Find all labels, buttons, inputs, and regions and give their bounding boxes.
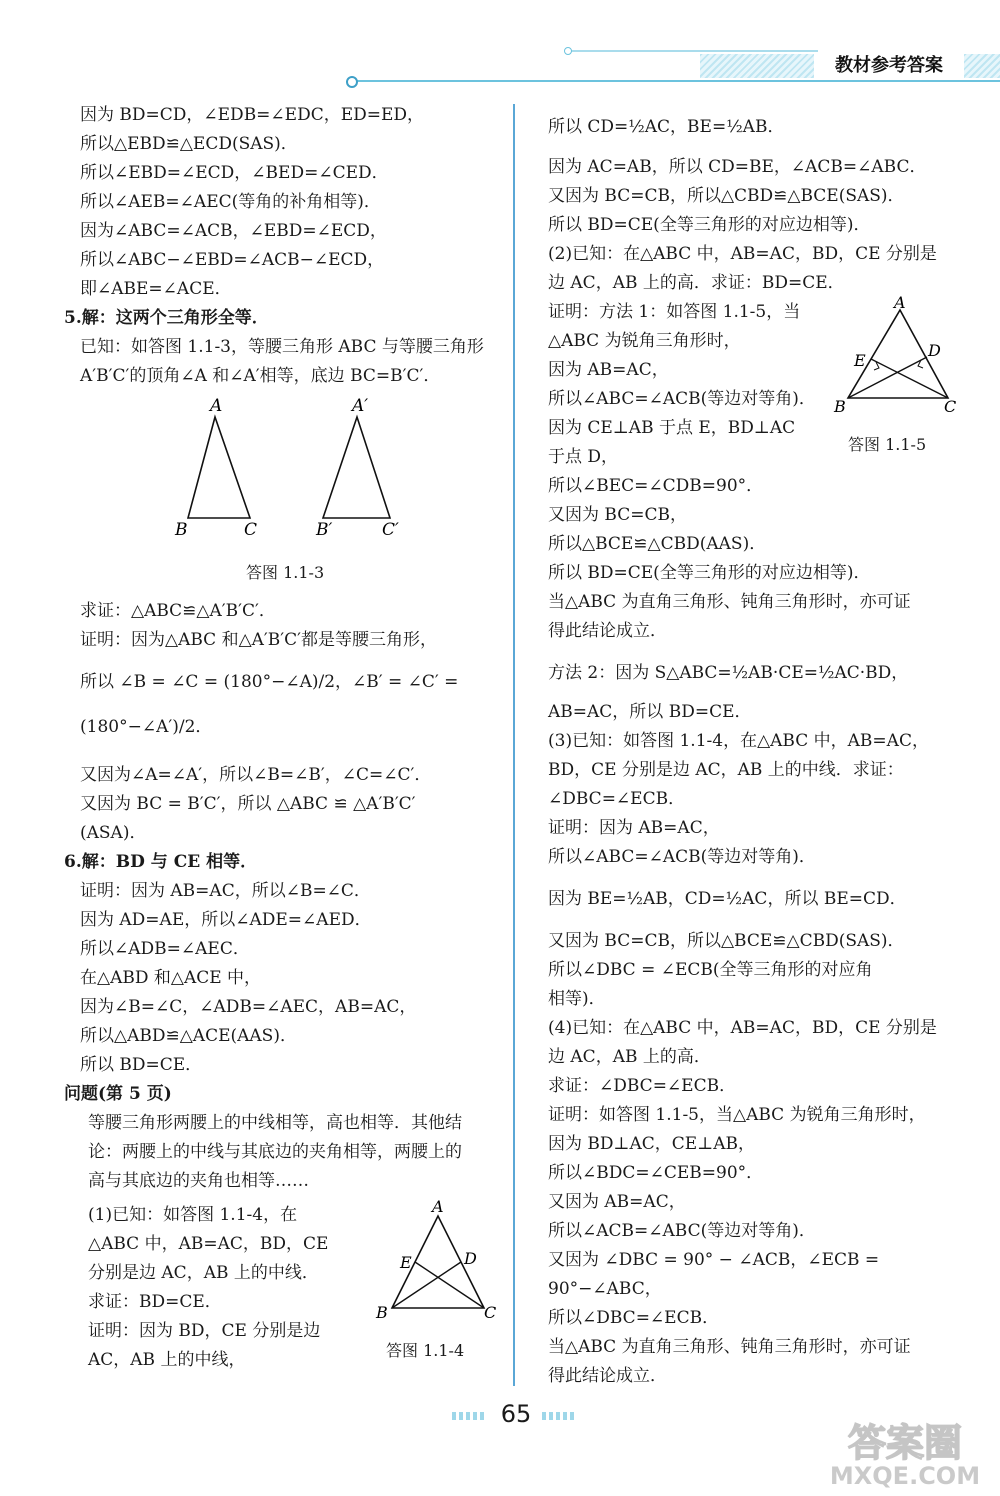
label-a-prime: A′ xyxy=(352,396,369,416)
text-line: △ABC 中，AB=AC，BD，CE xyxy=(88,1234,329,1254)
problem-6-heading: 6.解：BD 与 CE 相等． xyxy=(64,852,258,872)
text-line: 所以∠ABC=∠ACB(等边对等角)． xyxy=(548,389,816,409)
label-d: D xyxy=(928,341,941,360)
figure-1-1-5 xyxy=(832,296,972,420)
label-b: B xyxy=(834,397,846,416)
text-line: 所以△EBD≌△ECD(SAS)． xyxy=(80,134,298,154)
text-line: 当△ABC 为直角三角形、钝角三角形时，亦可证 xyxy=(548,592,911,612)
text-line: 又因为∠A=∠A′，所以∠B=∠B′，∠C=∠C′． xyxy=(80,765,432,785)
text-line: 所以∠DBC = ∠ECB(全等三角形的对应角 xyxy=(548,960,873,980)
text-line: 求证：△ABC≌△A′B′C′． xyxy=(80,601,276,621)
question-heading: 问题(第 5 页) xyxy=(64,1084,172,1104)
text-line: BD，CE 分别是边 AC，AB 上的中线．求证： xyxy=(548,760,904,780)
text-line: 论：两腰上的中线与其底边的夹角相等，两腰上的 xyxy=(88,1142,462,1162)
text-line: 所以 CD=½AC，BE=½AB． xyxy=(548,117,785,137)
label-c-prime: C′ xyxy=(382,520,399,540)
text-line: 证明：因为 AB=AC， xyxy=(548,818,720,838)
text-line: 因为 BD⊥AC，CE⊥AB， xyxy=(548,1134,755,1154)
page-number: 65 xyxy=(500,1400,532,1428)
text-line: 因为∠ABC=∠ACB，∠EBD=∠ECD， xyxy=(80,221,387,241)
text-line: 所以∠EBD=∠ECD，∠BED=∠CED． xyxy=(80,163,389,183)
text-line: △ABC 为锐角三角形时， xyxy=(548,331,741,351)
text-line: 得此结论成立． xyxy=(548,1366,667,1386)
label-c: C xyxy=(944,397,957,416)
triangle-abc xyxy=(188,417,250,518)
triangle-abc-prime xyxy=(323,417,390,518)
problem-5-heading: 5.解：这两个三角形全等． xyxy=(64,308,269,328)
text-line: 边 AC，AB 上的高．求证：BD=CE． xyxy=(548,273,845,293)
text-line: 所以 BD=CE． xyxy=(80,1055,203,1075)
text-line: 相等)． xyxy=(548,989,606,1009)
label-a: A xyxy=(432,1198,444,1216)
text-line: 又因为 BC=CB， xyxy=(548,505,687,525)
text-line: A′B′C′的顶角∠A 和∠A′相等，底边 BC=B′C′． xyxy=(80,366,441,386)
label-d: D xyxy=(464,1249,477,1268)
figure-caption-1-1-4: 答图 1.1-4 xyxy=(386,1341,465,1360)
text-line: 所以 BD=CE(全等三角形的对应边相等)． xyxy=(548,215,871,235)
text-line: 所以∠BEC=∠CDB=90°． xyxy=(548,476,764,496)
text-line: 所以∠ADB=∠AEC． xyxy=(80,939,250,959)
altitude-ce xyxy=(871,359,948,398)
text-line: 于点 D， xyxy=(548,447,619,467)
text-line: 因为 BD=CD，∠EDB=∠EDC，ED=ED， xyxy=(80,105,425,125)
text-line: 等腰三角形两腰上的中线相等，高也相等．其他结 xyxy=(88,1113,462,1133)
text-line: 90°−∠ABC， xyxy=(548,1279,662,1299)
text-line: 当△ABC 为直角三角形、钝角三角形时，亦可证 xyxy=(548,1337,911,1357)
header-rule xyxy=(352,80,1000,82)
text-line: 因为∠B=∠C，∠ADB=∠AEC，AB=AC， xyxy=(80,997,417,1017)
header-dot-upper xyxy=(564,47,572,55)
text-line: 所以∠BDC=∠CEB=90°． xyxy=(548,1163,764,1183)
label-a: A xyxy=(894,296,906,312)
header-rule-upper xyxy=(568,50,818,52)
text-line: 所以∠AEB=∠AEC(等角的补角相等)． xyxy=(80,192,381,212)
text-line: 即∠ABE=∠ACE． xyxy=(80,279,232,299)
figure-1-1-4 xyxy=(372,1198,502,1330)
page-number-deco-left xyxy=(452,1412,486,1420)
text-line: 求证：BD=CE． xyxy=(88,1292,222,1312)
text-line: 证明：因为 BD，CE 分别是边 xyxy=(88,1321,321,1341)
header-dot xyxy=(346,76,358,88)
text-line: 证明：因为△ABC 和△A′B′C′都是等腰三角形， xyxy=(80,630,437,650)
text-line: 所以∠ABC−∠EBD=∠ACB−∠ECD， xyxy=(80,250,385,270)
text-line: 所以∠ACB=∠ABC(等边对等角)． xyxy=(548,1221,816,1241)
text-line: 因为 AC=AB，所以 CD=BE，∠ACB=∠ABC． xyxy=(548,157,927,177)
left-column xyxy=(64,100,505,1380)
label-b: B xyxy=(376,1303,388,1322)
header-title: 教材参考答案 xyxy=(835,55,943,76)
text-line: 在△ABD 和△ACE 中， xyxy=(80,968,262,988)
text-line: 所以 BD=CE(全等三角形的对应边相等)． xyxy=(548,563,871,583)
watermark-site: MXQE.COM xyxy=(829,1462,981,1490)
text-line: (1)已知：如答图 1.1-4，在 xyxy=(88,1205,298,1225)
text-line: 分别是边 AC，AB 上的中线． xyxy=(88,1263,319,1283)
text-line: 所以△ABD≌△ACE(AAS)． xyxy=(80,1026,297,1046)
text-line: 得此结论成立． xyxy=(548,621,667,641)
text-line: (180°−∠A′)/2． xyxy=(80,717,213,737)
text-line: 因为 CE⊥AB 于点 E，BD⊥AC xyxy=(548,418,796,438)
text-line: 又因为 AB=AC， xyxy=(548,1192,686,1212)
text-line: (ASA)． xyxy=(80,823,147,843)
text-line: 证明：如答图 1.1-5，当△ABC 为锐角三角形时， xyxy=(548,1105,926,1125)
text-line: 所以△BCE≌△CBD(AAS)． xyxy=(548,534,767,554)
watermark-logo-text: 答案圈 xyxy=(847,1421,963,1464)
text-line: 边 AC，AB 上的高． xyxy=(548,1047,711,1067)
figure-caption-1-1-3: 答图 1.1-3 xyxy=(246,563,325,582)
header-band-tail xyxy=(964,54,1000,78)
page-number-deco-right xyxy=(542,1412,576,1420)
figure-1-1-3 xyxy=(170,395,410,545)
text-line: 方法 2：因为 S△ABC=½AB·CE=½AC·BD， xyxy=(548,663,909,683)
watermark-logo xyxy=(820,1418,990,1464)
text-line: 已知：如答图 1.1-3，等腰三角形 ABC 与等腰三角形 xyxy=(80,337,484,357)
text-line: 所以∠ABC=∠ACB(等边对等角)． xyxy=(548,847,816,867)
text-line: AC，AB 上的中线， xyxy=(88,1350,246,1370)
watermark xyxy=(820,1418,990,1492)
text-line: 所以∠DBC=∠ECB． xyxy=(548,1308,720,1328)
text-line: (4)已知：在△ABC 中，AB=AC，BD，CE 分别是 xyxy=(548,1018,937,1038)
label-a: A xyxy=(210,396,223,416)
text-line: 证明：因为 AB=AC，所以∠B=∠C． xyxy=(80,881,371,901)
text-line: 又因为 ∠DBC = 90° − ∠ACB，∠ECB = xyxy=(548,1250,880,1270)
label-e: E xyxy=(400,1253,412,1272)
text-line: 高与其底边的夹角也相等…… xyxy=(88,1171,309,1191)
text-line: ∠DBC=∠ECB． xyxy=(548,789,686,809)
label-b-prime: B′ xyxy=(316,520,333,540)
label-e: E xyxy=(854,351,866,370)
text-line: 又因为 BC=CB，所以△CBD≌△BCE(SAS)． xyxy=(548,186,905,206)
label-c: C xyxy=(244,520,258,540)
text-line: 求证：∠DBC=∠ECB． xyxy=(548,1076,737,1096)
figure-caption-1-1-5: 答图 1.1-5 xyxy=(848,435,927,454)
text-line: 因为 BE=½AB，CD=½AC，所以 BE=CD． xyxy=(548,889,907,909)
text-line: 所以 ∠B = ∠C = (180°−∠A)/2，∠B′ = ∠C′ = xyxy=(80,672,459,692)
text-line: AB=AC，所以 BD=CE． xyxy=(548,702,752,722)
column-divider xyxy=(513,104,515,1386)
text-line: (2)已知：在△ABC 中，AB=AC，BD，CE 分别是 xyxy=(548,244,937,264)
text-line: 又因为 BC = B′C′，所以 △ABC ≌ △A′B′C′ xyxy=(80,794,416,814)
text-line: (3)已知：如答图 1.1-4，在△ABC 中，AB=AC， xyxy=(548,731,929,751)
label-b: B xyxy=(175,520,188,540)
header-band xyxy=(700,54,814,78)
text-line: 因为 AB=AC， xyxy=(548,360,669,380)
label-c: C xyxy=(484,1303,497,1322)
text-line: 证明：方法 1：如答图 1.1-5，当 xyxy=(548,302,801,322)
text-line: 又因为 BC=CB，所以△BCE≌△CBD(SAS)． xyxy=(548,931,905,951)
text-line: 因为 AD=AE，所以∠ADE=∠AED． xyxy=(80,910,372,930)
